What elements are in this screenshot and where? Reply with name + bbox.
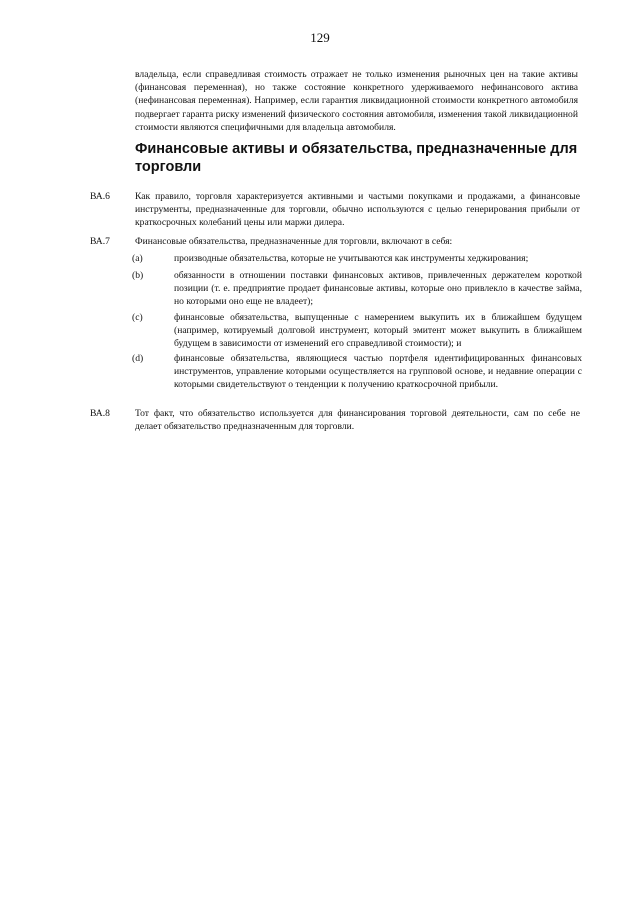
paragraph-code: ВА.6 (90, 191, 110, 202)
list-item-letter: (a) (132, 253, 143, 264)
list-item-text: финансовые обязательства, выпущенные с намерением выкупить их в ближайшем будущем (например, котируемый долговой инструмент, который эмитент может выкупить в ближайшем будущем в зависимости от изменений его справедливой стоимости); и (174, 312, 582, 349)
list-item-d (132, 352, 582, 391)
paragraph-text: Тот факт, что обязательство используется для финансирования торговой деятельности, сам по себе не делает обязательство предназначенным для торговли. (135, 408, 580, 432)
list-item-text: обязанности в отношении поставки финансовых активов, привлеченных держателем короткой позиции (т. е. предприятие продает финансовые активы, которые оно привлекло в качестве займа, но которыми оно еще не владеет); (174, 270, 582, 307)
list-item-b (132, 269, 582, 308)
list-item-letter: (c) (132, 312, 143, 323)
paragraph-text: Финансовые обязательства, предназначенные для торговли, включают в себя: (135, 236, 453, 247)
page-number: 129 (310, 30, 330, 45)
list-item-letter: (b) (132, 270, 144, 281)
paragraph-ba6 (90, 190, 580, 229)
intro-paragraph: владельца, если справедливая стоимость отражает не только изменения рыночных цен на такие активы (финансовая переменная), но также состояние конкретного удерживаемого нефинансового актива (нефинансовая переменная). Например, если гарантия ликвидационной стоимости конкретного автомобиля подвергает гаранта риску изменений физического состояния автомобиля, изменения такой ликвидационной стоимости являются специфичными для владельца автомобиля. (135, 69, 578, 133)
paragraph-code: ВА.8 (90, 408, 110, 419)
paragraph-text: Как правило, торговля характеризуется активными и частыми покупками и продажами, а финансовые инструменты, предназначенные для торговли, обычно используются с целью генерирования прибыли от краткосрочных колебаний цены или маржи дилера. (135, 191, 580, 228)
list-item-a (132, 252, 582, 265)
paragraph-ba7 (90, 235, 580, 248)
list-item-text: производные обязательства, которые не учитываются как инструменты хеджирования; (174, 253, 529, 264)
paragraph-code: ВА.7 (90, 236, 110, 247)
section-heading: Финансовые активы и обязательства, предназначенные для торговли (135, 141, 578, 175)
list-item-letter: (d) (132, 353, 144, 364)
list-item-c (132, 311, 582, 350)
list-item-text: финансовые обязательства, являющиеся частью портфеля идентифицированных финансовых инструментов, управление которыми осуществляется на групповой основе, и недавние операции с которыми свидетельствуют о тенденции к получению краткосрочной прибыли. (174, 353, 582, 390)
paragraph-ba8 (90, 407, 580, 433)
